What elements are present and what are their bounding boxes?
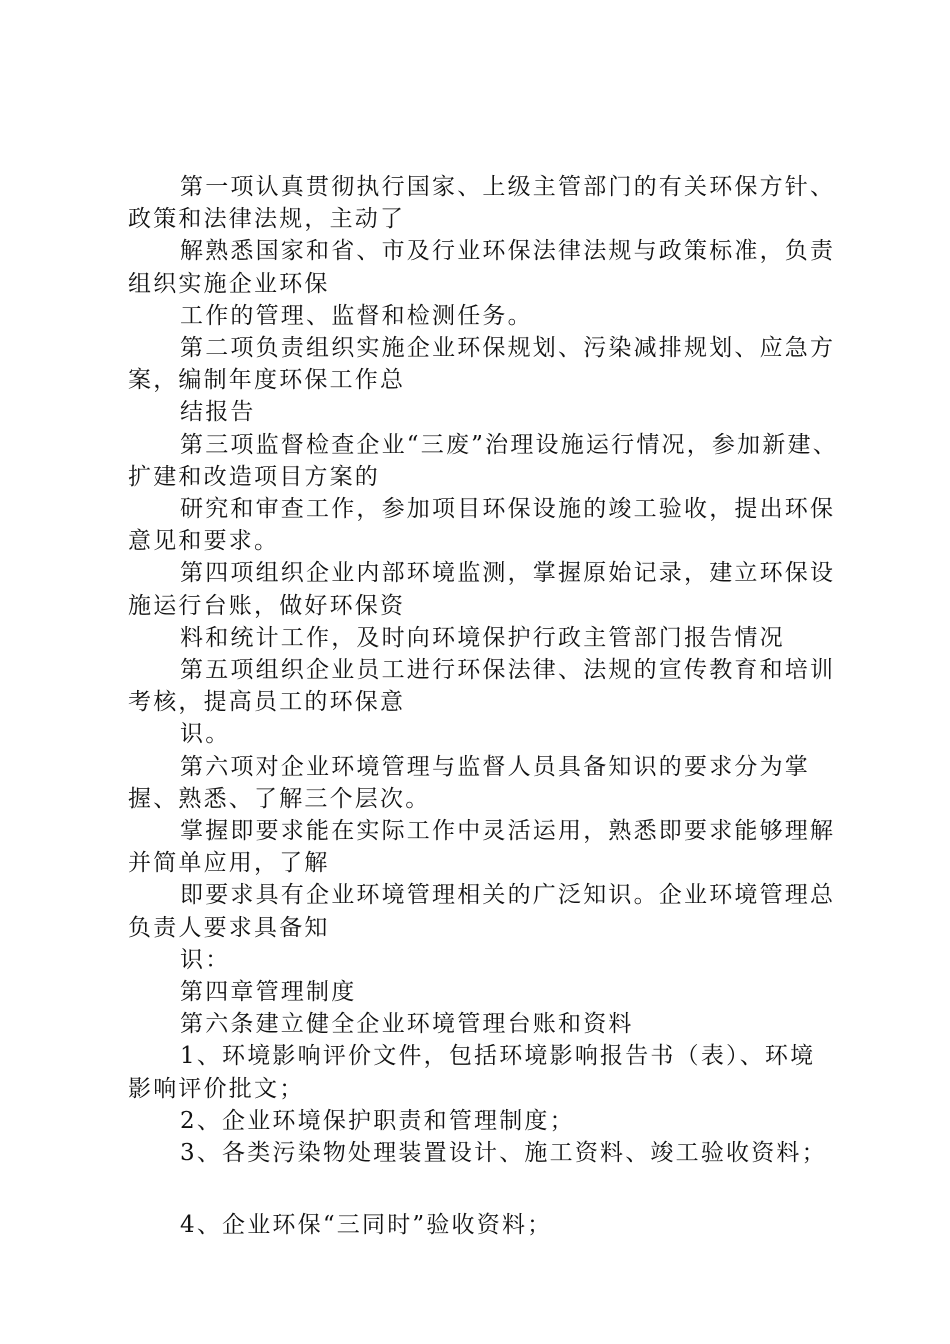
list-item-3: 3、各类污染物处理装置设计、施工资料、竣工验收资料； [180, 1140, 827, 1167]
paragraph-11: 识。 [180, 721, 231, 748]
paragraph-15: 识： [180, 946, 231, 973]
document-body [128, 171, 838, 1242]
paragraph-4: 第二项负责组织实施企业环保规划、污染减排规划、应急方案，编制年度环保工作总 [128, 335, 836, 394]
paragraph-5: 结报告 [180, 399, 256, 426]
paragraph-3: 工作的管理、监督和检测任务。 [180, 302, 533, 329]
paragraph-7: 研究和审查工作，参加项目环保设施的竣工验收，提出环保意见和要求。 [128, 496, 836, 555]
paragraph-10: 第五项组织企业员工进行环保法律、法规的宣传教育和培训考核，提高员工的环保意 [128, 657, 836, 716]
chapter-heading: 第四章管理制度 [180, 979, 357, 1006]
paragraph-9: 料和统计工作，及时向环境保护行政主管部门报告情况 [180, 624, 785, 651]
list-item-2: 2、企业环境保护职责和管理制度； [180, 1107, 575, 1134]
paragraph-8: 第四项组织企业内部环境监测，掌握原始记录，建立环保设施运行台账，做好环保资 [128, 560, 836, 619]
article-heading: 第六条建立健全企业环境管理台账和资料 [180, 1011, 634, 1038]
paragraph-6: 第三项监督检查企业“三废”治理设施运行情况，参加新建、扩建和改造项目方案的 [128, 431, 838, 490]
paragraph-spacer [128, 1169, 838, 1209]
paragraph-13: 掌握即要求能在实际工作中灵活运用，熟悉即要求能够理解并简单应用，了解 [128, 818, 836, 877]
paragraph-12: 第六项对企业环境管理与监督人员具备知识的要求分为掌握、熟悉、了解三个层次。 [128, 753, 810, 812]
paragraph-1: 第一项认真贯彻执行国家、上级主管部门的有关环保方针、政策和法律法规，主动了 [128, 174, 836, 233]
paragraph-2: 解熟悉国家和省、市及行业环保法律法规与政策标准，负责组织实施企业环保 [128, 238, 836, 297]
paragraph-14: 即要求具有企业环境管理相关的广泛知识。企业环境管理总负责人要求具备知 [128, 882, 836, 941]
list-item-1: 1、环境影响评价文件，包括环境影响报告书（表）、环境影响评价批文； [128, 1043, 816, 1102]
list-item-4: 4、企业环保“三同时”验收资料； [180, 1212, 553, 1239]
